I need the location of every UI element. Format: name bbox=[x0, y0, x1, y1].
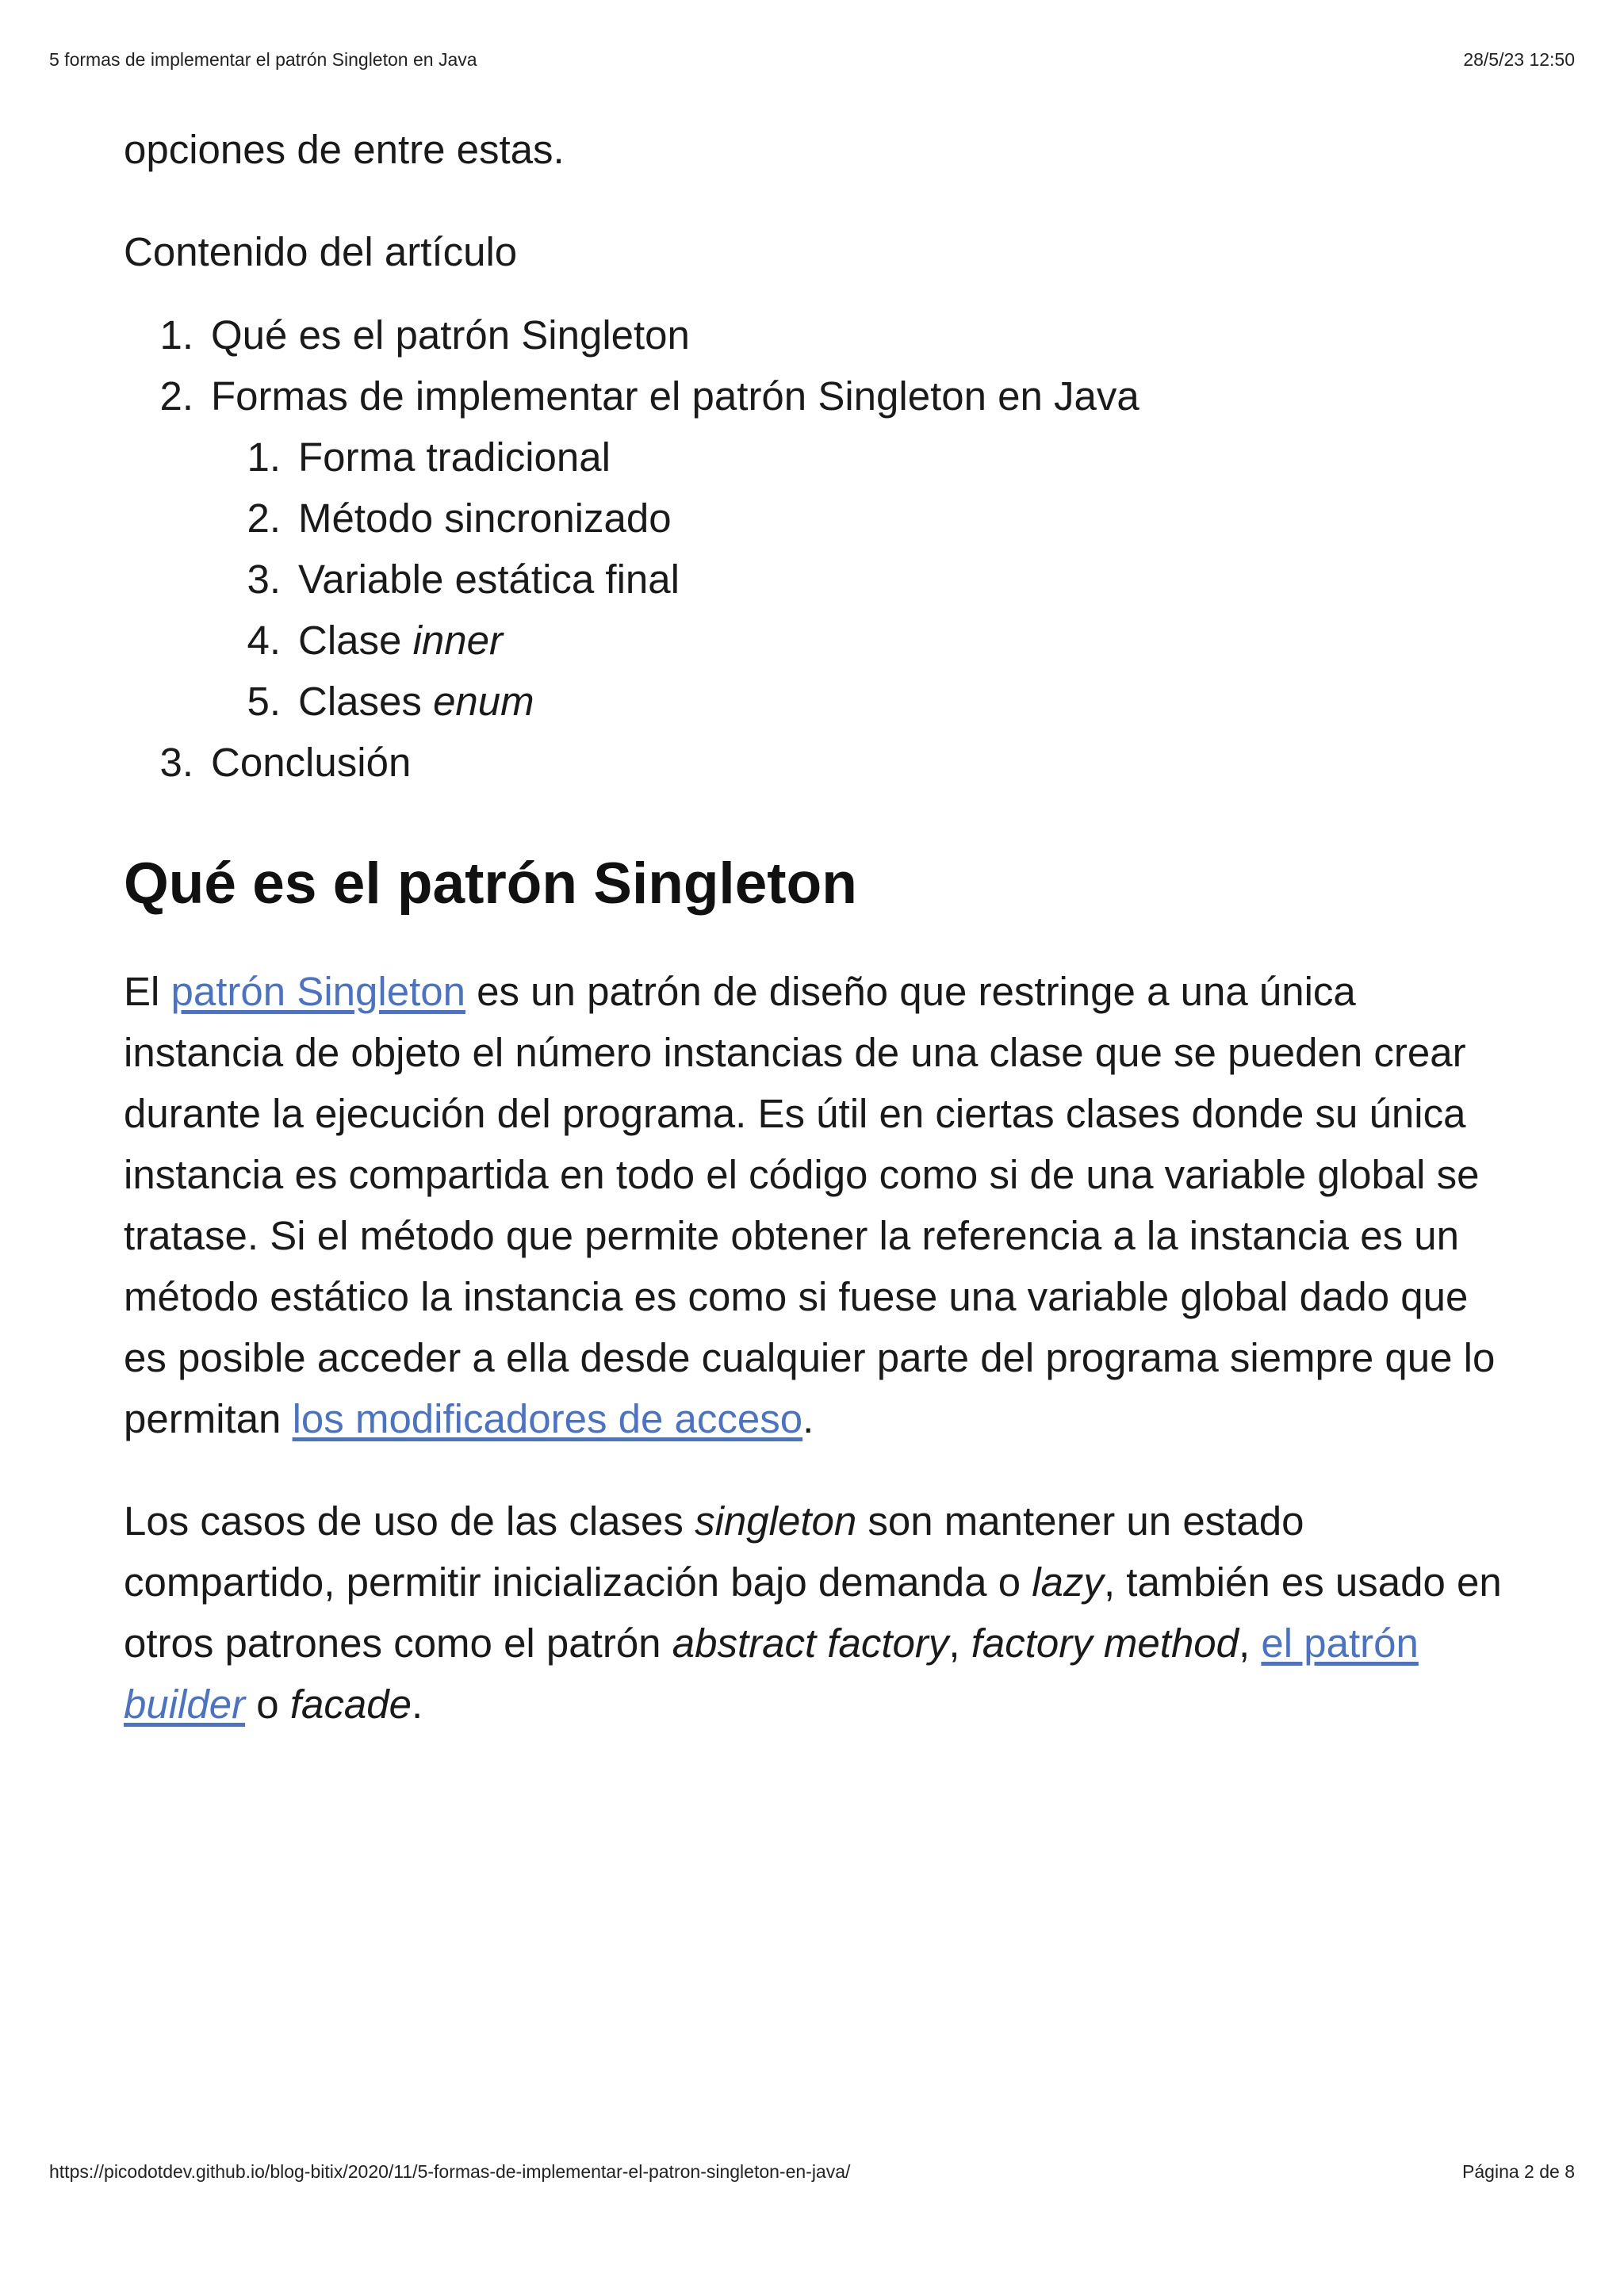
toc-subitem-label-emphasis[interactable]: enum bbox=[433, 679, 534, 724]
toc-item-label[interactable]: Conclusión bbox=[211, 740, 412, 785]
print-footer bbox=[49, 2161, 1575, 2183]
emphasis-text: lazy bbox=[1032, 1559, 1104, 1605]
toc-item-label[interactable]: Qué es el patrón Singleton bbox=[211, 312, 690, 358]
paragraph-text: , bbox=[948, 1621, 971, 1666]
toc-subitem-label[interactable]: Clases bbox=[298, 679, 434, 724]
paragraph-text: o bbox=[245, 1682, 290, 1727]
toc-subitem-number: 4. bbox=[247, 618, 281, 663]
toc-subitem[interactable] bbox=[211, 427, 1503, 488]
builder-link-emphasis[interactable]: builder bbox=[124, 1682, 246, 1727]
toc-subitem-number: 5. bbox=[247, 679, 281, 724]
access-modifiers-link[interactable]: los modificadores de acceso bbox=[292, 1396, 803, 1441]
paragraph-text: , también es usado en otros patrones como el patrón bbox=[124, 1559, 1502, 1666]
toc-subitem-number: 1. bbox=[247, 434, 281, 480]
toc-item-number: 1. bbox=[159, 312, 193, 358]
print-header-datetime: 28/5/23 12:50 bbox=[1463, 49, 1575, 70]
emphasis-text: singleton bbox=[695, 1498, 857, 1544]
toc-subitem[interactable] bbox=[211, 549, 1503, 610]
toc-subitem-label[interactable]: Método sincronizado bbox=[298, 496, 672, 541]
toc-item[interactable] bbox=[124, 365, 1503, 732]
paragraph-text: El bbox=[124, 969, 171, 1014]
toc-title: Contenido del artículo bbox=[124, 229, 518, 274]
toc-subitem-label[interactable]: Forma tradicional bbox=[298, 434, 611, 480]
singleton-pattern-link[interactable]: patrón Singleton bbox=[170, 969, 465, 1014]
paragraph-text: son mantener un estado compartido, permitir inicialización bajo demanda o bbox=[124, 1498, 1304, 1605]
toc-item-number: 3. bbox=[159, 740, 193, 785]
toc-subitem[interactable] bbox=[211, 671, 1503, 732]
emphasis-text: abstract factory bbox=[672, 1621, 949, 1666]
print-footer-page-number: Página 2 de 8 bbox=[1462, 2161, 1575, 2182]
paragraph-text: , bbox=[1239, 1621, 1262, 1666]
print-header-title: 5 formas de implementar el patrón Singleton en Java bbox=[49, 49, 477, 70]
section-heading: Qué es el patrón Singleton bbox=[124, 851, 857, 916]
paragraph-definition bbox=[124, 961, 1503, 1449]
paragraph-use-cases bbox=[124, 1490, 1503, 1735]
toc-subitem-label-emphasis[interactable]: inner bbox=[412, 618, 503, 663]
toc-item-label[interactable]: Formas de implementar el patrón Singleton en Java bbox=[211, 373, 1139, 419]
toc-subitem-label[interactable]: Variable estática final bbox=[298, 557, 680, 602]
toc-item[interactable] bbox=[124, 732, 1503, 793]
toc-subitem-number: 3. bbox=[247, 557, 281, 602]
paragraph-text: es un patrón de diseño que restringe a una única instancia de objeto el número instancias de una clase que se pueden crear durante la ejecución del programa. Es útil en ciertas clases donde su única instancia es compartida en todo el código como si de una variable global se tratase. Si el método que permite obtener la referencia a la instancia es un método estático la instancia es como si fuese una variable global dado que es posible acceder a ella desde cualquier parte del programa siempre que lo permitan bbox=[124, 969, 1496, 1441]
toc-subitem[interactable] bbox=[211, 488, 1503, 549]
continued-text: opciones de entre estas. bbox=[124, 127, 565, 172]
print-header bbox=[49, 49, 1575, 71]
paragraph-text: Los casos de uso de las clases bbox=[124, 1498, 695, 1544]
print-footer-url: https://picodotdev.github.io/blog-bitix/2020/11/5-formas-de-implementar-el-patron-singleton-en-java/ bbox=[49, 2161, 851, 2182]
builder-link-text[interactable]: el patrón bbox=[1261, 1621, 1419, 1666]
article-content bbox=[124, 119, 1503, 1776]
toc-item[interactable] bbox=[124, 304, 1503, 365]
toc-subitem-label[interactable]: Clase bbox=[298, 618, 413, 663]
toc-subitem[interactable] bbox=[211, 610, 1503, 671]
emphasis-text: factory method bbox=[971, 1621, 1239, 1666]
emphasis-text: facade bbox=[289, 1682, 412, 1727]
toc-subitem-number: 2. bbox=[247, 496, 281, 541]
paragraph-text: . bbox=[411, 1682, 423, 1727]
table-of-contents bbox=[124, 304, 1503, 793]
paragraph-text: . bbox=[802, 1396, 814, 1441]
toc-item-number: 2. bbox=[159, 373, 193, 419]
toc-sublist bbox=[211, 427, 1503, 732]
